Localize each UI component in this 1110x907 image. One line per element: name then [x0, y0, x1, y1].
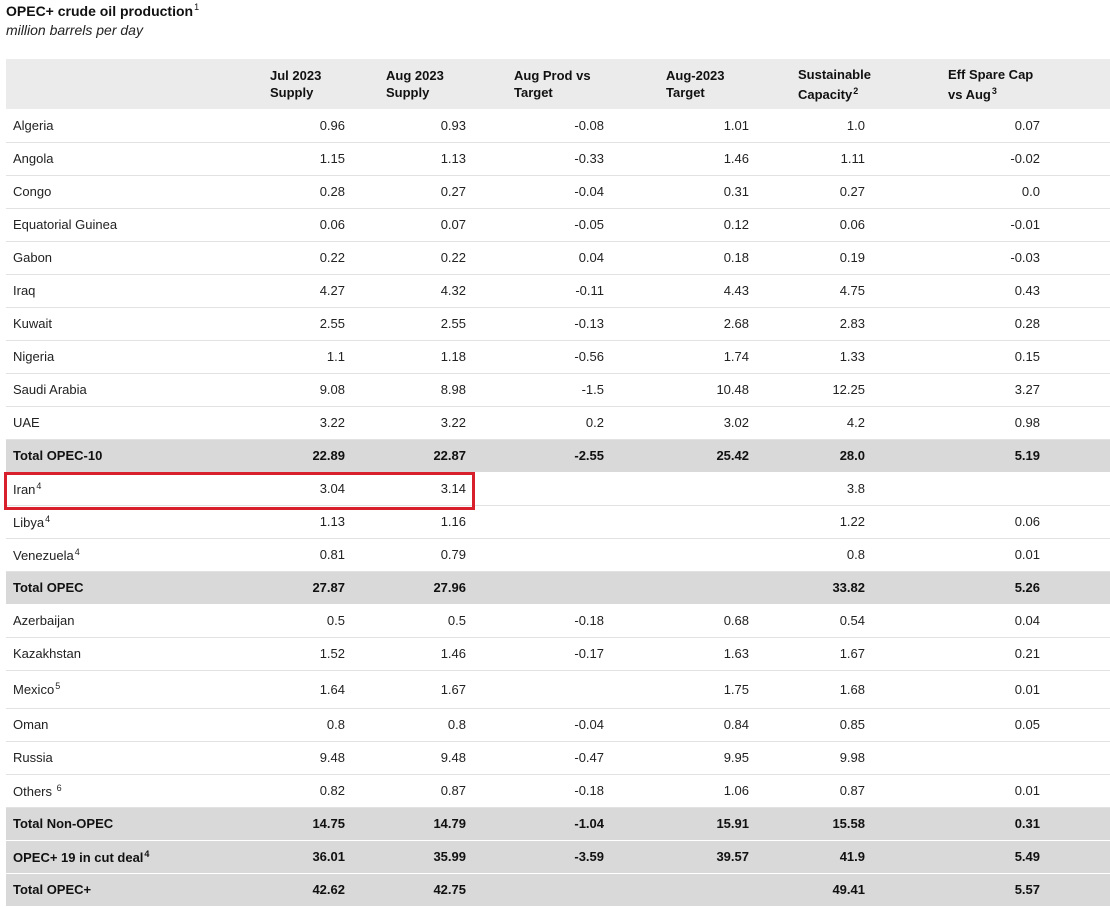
value-cell: 42.62 [312, 882, 345, 897]
value-cell: 9.08 [319, 382, 345, 397]
value-cell [507, 472, 659, 505]
value-cell: -0.18 [574, 783, 604, 798]
value-cell: 1.16 [440, 514, 466, 529]
table-row [6, 340, 1110, 373]
value-cell: 42.75 [433, 882, 466, 897]
value-cell: 4.43 [723, 283, 749, 298]
value-cell [941, 741, 1110, 774]
row-name-cell [6, 538, 263, 571]
row-name: Gabon [13, 250, 53, 265]
value-cell: 0.27 [839, 184, 865, 199]
value-cell: -2.55 [574, 448, 604, 463]
row-name: Iraq [13, 283, 36, 298]
row-footnote: 5 [55, 681, 61, 691]
value-cell: 0.06 [1014, 514, 1040, 529]
table-row [6, 774, 1110, 807]
value-cell: 28.0 [839, 448, 865, 463]
table-total-row [6, 840, 1110, 873]
row-name-cell [6, 307, 263, 340]
row-footnote: 4 [74, 546, 80, 557]
value-cell: 0.8 [447, 717, 466, 732]
value-cell: -0.13 [574, 316, 604, 331]
value-cell: 0.07 [440, 217, 466, 232]
value-cell: 1.63 [723, 646, 749, 661]
value-cell: 27.96 [433, 580, 466, 595]
value-cell: 0.54 [839, 613, 865, 628]
table-row [6, 670, 1110, 708]
value-cell: 0.93 [440, 117, 466, 133]
value-cell: 22.87 [433, 448, 466, 463]
row-name: Nigeria [13, 349, 55, 364]
header-row [6, 59, 1110, 109]
value-cell: 33.82 [832, 580, 865, 595]
value-cell: 0.04 [578, 250, 604, 265]
value-cell: 25.42 [716, 448, 749, 463]
column-header-line2-text: Capacity [798, 86, 853, 102]
column-header-line1: Aug Prod vs [514, 68, 591, 83]
page-title [6, 2, 199, 19]
value-cell: 0.87 [839, 783, 865, 798]
row-name: Venezuela [13, 547, 74, 563]
value-cell: -0.33 [574, 151, 604, 166]
column-header-footnote: 3 [991, 85, 997, 96]
value-cell: 39.57 [716, 849, 749, 864]
value-cell: 14.79 [433, 816, 466, 831]
value-cell: 1.74 [723, 349, 749, 364]
value-cell: 9.48 [319, 750, 345, 765]
value-cell: 0.01 [1014, 783, 1040, 798]
value-cell: 0.15 [1014, 349, 1040, 364]
value-cell [507, 873, 659, 906]
production-table [6, 59, 1110, 907]
value-cell: 27.87 [312, 580, 345, 595]
row-name: Kuwait [13, 316, 53, 331]
row-name: Oman [13, 717, 49, 732]
table-row [6, 373, 1110, 406]
value-cell: -0.47 [574, 750, 604, 765]
column-header-line2-text: Target [666, 85, 705, 100]
value-cell [507, 538, 659, 571]
value-cell: 0.22 [440, 250, 466, 265]
row-name: Russia [13, 750, 53, 765]
row-name: Total OPEC+ [13, 882, 92, 897]
row-name-cell [6, 873, 263, 906]
row-name: UAE [13, 415, 40, 430]
value-cell: -1.5 [581, 382, 604, 397]
value-cell: 3.22 [319, 415, 345, 430]
table-row [6, 208, 1110, 241]
row-name-cell [6, 708, 263, 741]
column-header-line2-text: Supply [386, 85, 430, 100]
value-cell: -3.59 [574, 849, 604, 864]
value-cell: 0.81 [319, 547, 345, 562]
table-total-row [6, 873, 1110, 906]
table-row [6, 637, 1110, 670]
value-cell: 0.68 [723, 613, 749, 628]
value-cell: 4.32 [440, 283, 466, 298]
column-header-3 [507, 59, 659, 109]
row-name: Total OPEC-10 [13, 448, 103, 463]
row-footnote: 4 [36, 480, 42, 491]
value-cell: 0.82 [319, 783, 345, 798]
table-row [6, 175, 1110, 208]
value-cell: 0.05 [1014, 717, 1040, 732]
value-cell: 0.84 [723, 717, 749, 732]
value-cell: 0.27 [440, 184, 466, 199]
table-body [6, 109, 1110, 906]
value-cell [941, 472, 1110, 505]
value-cell: 1.11 [840, 151, 865, 166]
table-header [6, 59, 1110, 109]
row-footnote: 4 [45, 513, 51, 524]
row-name: Equatorial Guinea [13, 217, 118, 232]
row-name: Congo [13, 184, 52, 199]
table-row [6, 538, 1110, 571]
column-header-line1: Jul 2023 [270, 68, 322, 83]
row-name: Total OPEC [13, 580, 84, 595]
value-cell: -0.03 [1010, 250, 1040, 265]
value-cell: 0.04 [1014, 613, 1040, 628]
value-cell: 0.96 [319, 117, 345, 133]
value-cell: 0.85 [839, 717, 865, 732]
value-cell: 0.28 [319, 184, 345, 199]
value-cell: 10.48 [716, 382, 749, 397]
value-cell: -0.11 [575, 283, 604, 298]
value-cell: 0.19 [839, 250, 865, 265]
value-cell: 22.89 [312, 448, 345, 463]
value-cell [507, 571, 659, 604]
table-total-row [6, 571, 1110, 604]
value-cell: 0.8 [326, 717, 345, 732]
row-name-cell [6, 637, 263, 670]
value-cell [659, 538, 791, 571]
column-header-line1: Aug 2023 [386, 68, 444, 83]
value-cell: 3.04 [319, 481, 345, 496]
column-header-line2 [386, 84, 507, 101]
row-name-cell [6, 439, 263, 472]
value-cell: 1.22 [839, 514, 865, 529]
row-name-cell [6, 208, 263, 241]
row-name-cell [6, 840, 263, 873]
column-header-6 [941, 59, 1110, 109]
value-cell: 1.68 [839, 681, 865, 697]
value-cell: 35.99 [433, 849, 466, 864]
column-header-line1: Eff Spare Cap [948, 66, 1034, 82]
page-subtitle: million barrels per day [6, 22, 143, 38]
value-cell: -0.04 [574, 184, 604, 199]
value-cell: 0.31 [723, 184, 749, 199]
value-cell [659, 472, 791, 505]
row-name: Libya [13, 514, 45, 530]
value-cell: 9.95 [723, 750, 749, 765]
value-cell: 0.12 [723, 217, 749, 232]
column-header-line1: Aug-2023 [666, 68, 725, 83]
column-header-2 [379, 59, 507, 109]
value-cell: 1.13 [440, 151, 466, 166]
value-cell: 5.49 [1014, 849, 1040, 864]
value-cell: 4.27 [319, 283, 345, 298]
value-cell: 0.28 [1014, 316, 1040, 331]
value-cell [507, 505, 659, 538]
value-cell: 3.14 [440, 481, 466, 496]
table-row [6, 274, 1110, 307]
table-row [6, 472, 1110, 505]
row-name-cell [6, 373, 263, 406]
value-cell: -0.18 [574, 613, 604, 628]
table-row [6, 708, 1110, 741]
value-cell: 4.75 [839, 283, 865, 298]
value-cell: 0.01 [1014, 547, 1040, 562]
row-name-cell [6, 774, 263, 807]
row-name: Azerbaijan [13, 613, 75, 628]
value-cell: 15.58 [832, 816, 865, 831]
value-cell: 1.67 [839, 646, 865, 661]
row-name-cell [6, 274, 263, 307]
row-name-cell [6, 604, 263, 637]
value-cell: 1.46 [723, 151, 749, 166]
column-header-footnote: 2 [853, 85, 859, 96]
value-cell [659, 571, 791, 604]
column-header-line2-text: Target [514, 85, 553, 100]
value-cell: 0.8 [846, 547, 865, 562]
table-row [6, 604, 1110, 637]
title-footnote: 1 [194, 2, 200, 12]
value-cell [507, 670, 659, 708]
value-cell: 9.98 [839, 750, 865, 765]
value-cell: -0.17 [574, 646, 604, 661]
value-cell: 2.83 [839, 316, 865, 331]
value-cell: 8.98 [440, 382, 466, 397]
row-name: Mexico [13, 682, 55, 697]
row-name-cell [6, 175, 263, 208]
value-cell: 12.25 [832, 382, 865, 397]
table-row [6, 142, 1110, 175]
value-cell: 0.07 [1014, 117, 1040, 133]
value-cell [659, 505, 791, 538]
value-cell: 0.06 [839, 217, 865, 232]
value-cell: 2.55 [319, 316, 345, 331]
column-header-0 [6, 59, 263, 109]
value-cell: -0.05 [574, 217, 604, 232]
value-cell: 3.02 [723, 415, 749, 430]
row-name-cell [6, 109, 263, 142]
value-cell: 3.8 [846, 481, 865, 496]
value-cell: 0.0 [1021, 184, 1040, 199]
value-cell: 0.21 [1014, 646, 1040, 661]
column-header-line2 [948, 83, 1110, 103]
value-cell: 0.87 [440, 783, 466, 798]
value-cell: 1.0 [846, 117, 865, 133]
value-cell: 0.5 [326, 613, 345, 628]
table-row [6, 109, 1110, 142]
value-cell: 15.91 [716, 816, 749, 831]
row-name-cell [6, 142, 263, 175]
value-cell: -0.08 [574, 117, 604, 133]
value-cell: 1.06 [723, 783, 749, 798]
column-header-line2-text: vs Aug [948, 86, 991, 102]
column-header-4 [659, 59, 791, 109]
row-name: Angola [13, 151, 54, 166]
value-cell: 0.5 [447, 613, 466, 628]
title-text: OPEC+ crude oil production [6, 3, 194, 19]
row-name-cell [6, 406, 263, 439]
column-header-5 [791, 59, 941, 109]
value-cell: 1.64 [319, 681, 345, 697]
value-cell: -0.01 [1010, 217, 1040, 232]
row-name-cell [6, 807, 263, 840]
table-row [6, 741, 1110, 774]
table-row [6, 307, 1110, 340]
row-name: Total Non-OPEC [13, 816, 114, 831]
column-header-1 [263, 59, 379, 109]
value-cell: 1.13 [319, 514, 345, 529]
value-cell: 0.2 [585, 415, 604, 430]
column-header-line2 [666, 84, 791, 101]
value-cell: 1.01 [723, 117, 749, 133]
value-cell: 0.79 [440, 547, 466, 562]
value-cell: 36.01 [312, 849, 345, 864]
row-name-cell [6, 505, 263, 538]
value-cell: 2.68 [723, 316, 749, 331]
value-cell: 1.52 [319, 646, 345, 661]
column-header-line2 [270, 84, 379, 101]
value-cell: 4.2 [846, 415, 865, 430]
value-cell: 1.15 [319, 151, 345, 166]
row-name: OPEC+ 19 in cut deal [13, 849, 144, 865]
value-cell: 0.31 [1014, 816, 1040, 831]
row-name-cell [6, 241, 263, 274]
value-cell: -0.02 [1010, 151, 1040, 166]
value-cell: 0.43 [1014, 283, 1040, 298]
value-cell: 5.57 [1014, 882, 1040, 897]
value-cell: 1.46 [440, 646, 466, 661]
row-name: Others [13, 783, 56, 799]
value-cell: 0.98 [1014, 415, 1040, 430]
value-cell: 49.41 [832, 882, 865, 897]
column-header-line2 [514, 84, 659, 101]
value-cell: 41.9 [839, 849, 865, 864]
table-row [6, 406, 1110, 439]
value-cell: 0.06 [319, 217, 345, 232]
value-cell: -0.56 [574, 349, 604, 364]
value-cell: -0.04 [574, 717, 604, 732]
column-header-line1: Sustainable [798, 66, 871, 82]
row-name-cell [6, 340, 263, 373]
value-cell: 9.48 [440, 750, 466, 765]
row-name-cell [6, 472, 263, 505]
row-footnote: 6 [56, 782, 62, 793]
value-cell [659, 873, 791, 906]
value-cell: 0.18 [723, 250, 749, 265]
value-cell: 5.19 [1014, 448, 1040, 463]
value-cell: 3.22 [440, 415, 466, 430]
value-cell: 1.1 [326, 349, 345, 364]
value-cell: 1.67 [440, 681, 466, 697]
value-cell: -1.04 [574, 816, 604, 831]
value-cell: 0.22 [319, 250, 345, 265]
value-cell: 1.33 [839, 349, 865, 364]
row-name-cell [6, 741, 263, 774]
table-total-row [6, 807, 1110, 840]
row-footnote: 4 [144, 848, 150, 859]
row-name: Saudi Arabia [13, 382, 87, 397]
value-cell: 1.75 [723, 681, 749, 697]
column-header-line2 [798, 83, 941, 103]
row-name: Iran [13, 481, 36, 497]
value-cell: 14.75 [312, 816, 345, 831]
row-name-cell [6, 670, 263, 708]
column-header-line2-text: Supply [270, 85, 314, 100]
value-cell: 2.55 [440, 316, 466, 331]
value-cell: 5.26 [1014, 580, 1040, 595]
row-name: Algeria [13, 117, 54, 133]
table-row [6, 241, 1110, 274]
table-total-row [6, 439, 1110, 472]
row-name-cell [6, 571, 263, 604]
value-cell: 3.27 [1014, 382, 1040, 397]
table-row [6, 505, 1110, 538]
row-name: Kazakhstan [13, 646, 81, 661]
value-cell: 0.01 [1014, 681, 1040, 697]
value-cell: 1.18 [440, 349, 466, 364]
